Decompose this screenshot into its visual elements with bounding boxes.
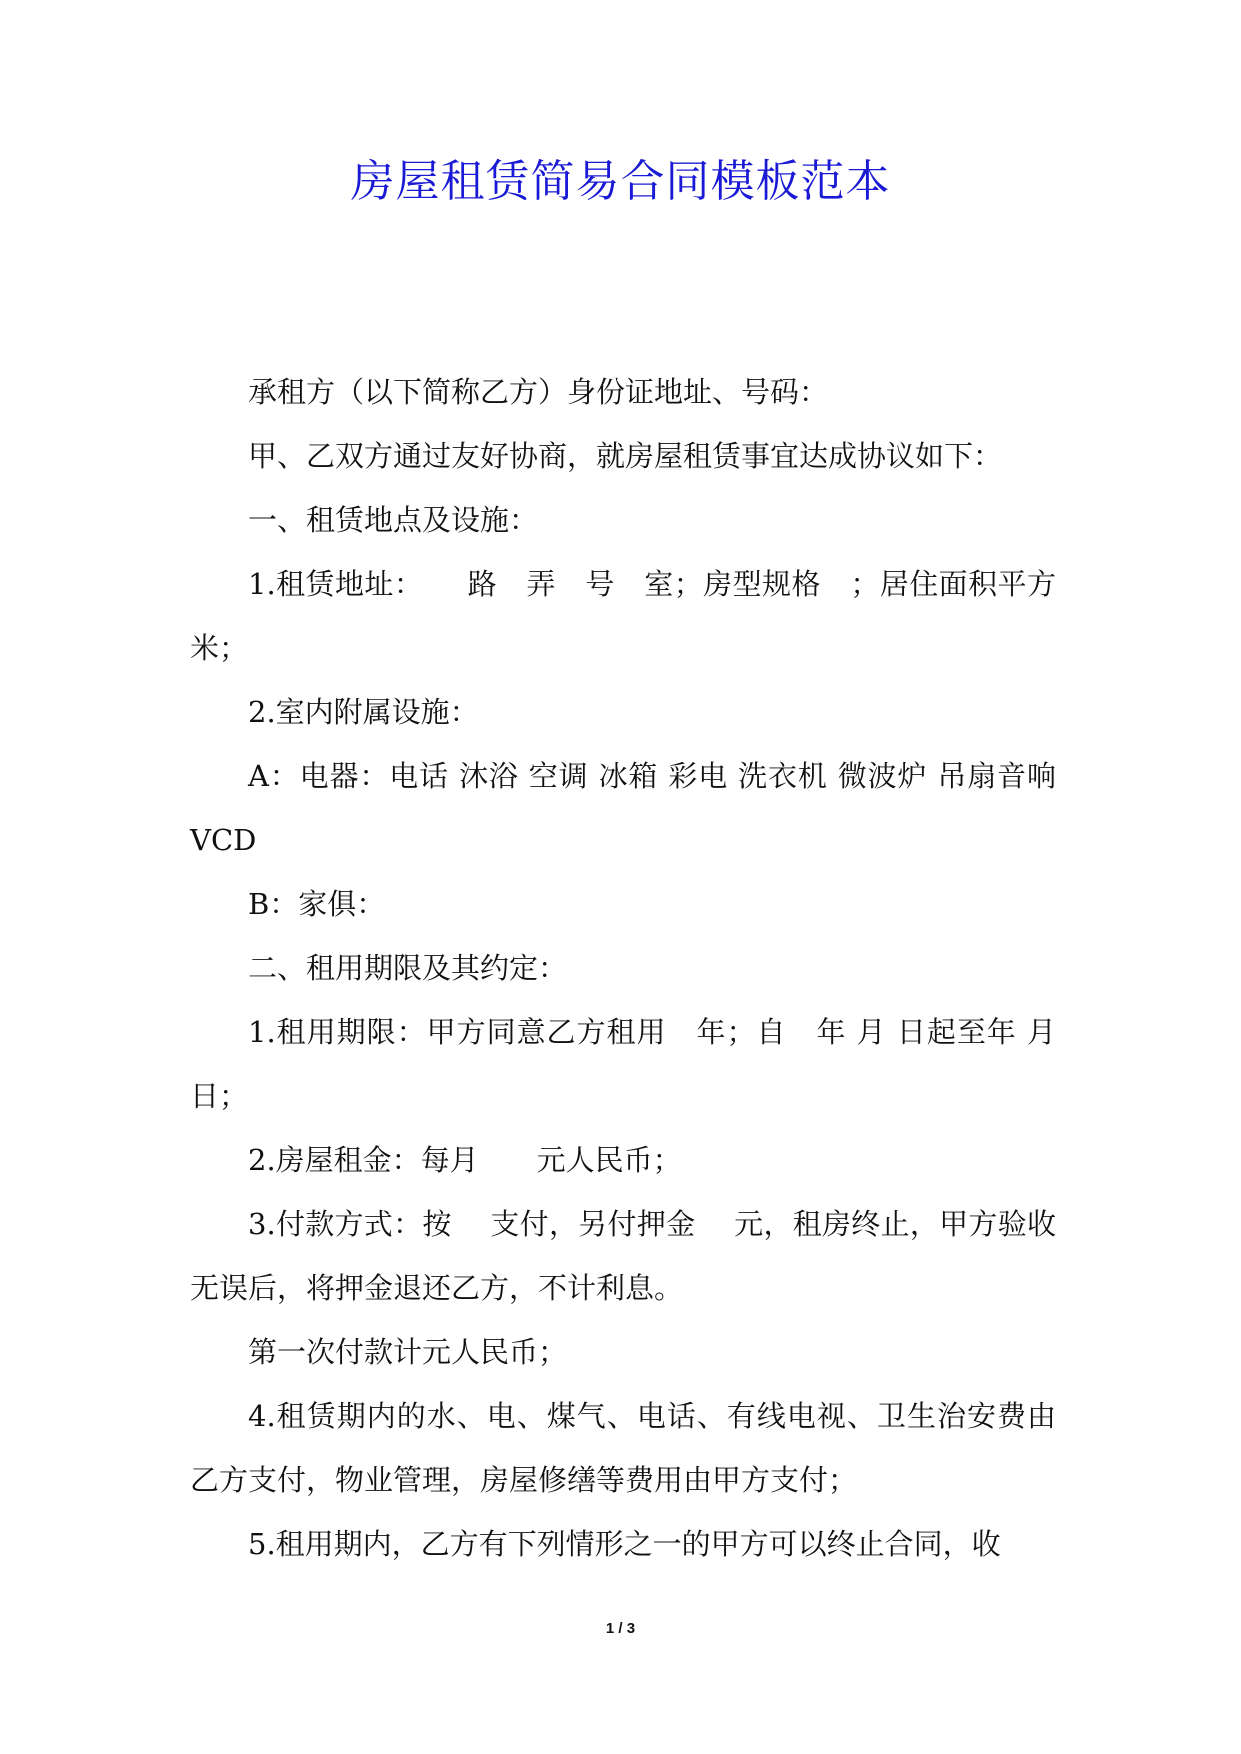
page-indicator: 1 / 3 xyxy=(605,1620,636,1637)
paragraph-lease-term: 1.租用期限：甲方同意乙方租用 年；自 年 月 日起至年 月 日； xyxy=(190,1015,1066,1113)
paragraph-payment-method: 3.付款方式：按 支付，另付押金 元，租房终止，甲方验收无误后，将押金退还乙方，不计利息。 xyxy=(190,1207,1056,1305)
paragraph-lessee-id: 承租方（以下简称乙方）身份证地址、号码： xyxy=(248,375,829,409)
paragraph-agreement-intro: 甲、乙双方通过友好协商，就房屋租赁事宜达成协议如下： xyxy=(248,439,1003,473)
paragraph-indoor-facilities: 2.室内附属设施： xyxy=(248,695,479,729)
paragraph-termination: 5.租用期内，乙方有下列情形之一的甲方可以终止合同，收 xyxy=(248,1527,1001,1561)
section-heading-location: 一、租赁地点及设施： xyxy=(248,503,539,537)
document-title: 房屋租赁简易合同模板范本 xyxy=(350,156,891,207)
paragraph-rental-address: 1.租赁地址： 路 弄 号 室；房型规格 ；居住面积平方 米； xyxy=(190,567,1086,665)
paragraph-appliances: A：电器：电话 沐浴 空调 冰箱 彩电 洗衣机 微波炉 吊扇音响 VCD xyxy=(190,759,1066,857)
section-heading-term: 二、租用期限及其约定： xyxy=(248,951,568,985)
paragraph-first-payment: 第一次付款计元人民币； xyxy=(248,1335,568,1369)
paragraph-rent: 2.房屋租金：每月 元人民币； xyxy=(248,1143,682,1177)
document-body xyxy=(190,360,1086,1576)
paragraph-furniture: B：家俱： xyxy=(248,887,386,921)
paragraph-utilities: 4.租赁期内的水、电、煤气、电话、有线电视、卫生治安费由乙方支付，物业管理，房屋修缮等费用由甲方支付； xyxy=(190,1399,1056,1497)
